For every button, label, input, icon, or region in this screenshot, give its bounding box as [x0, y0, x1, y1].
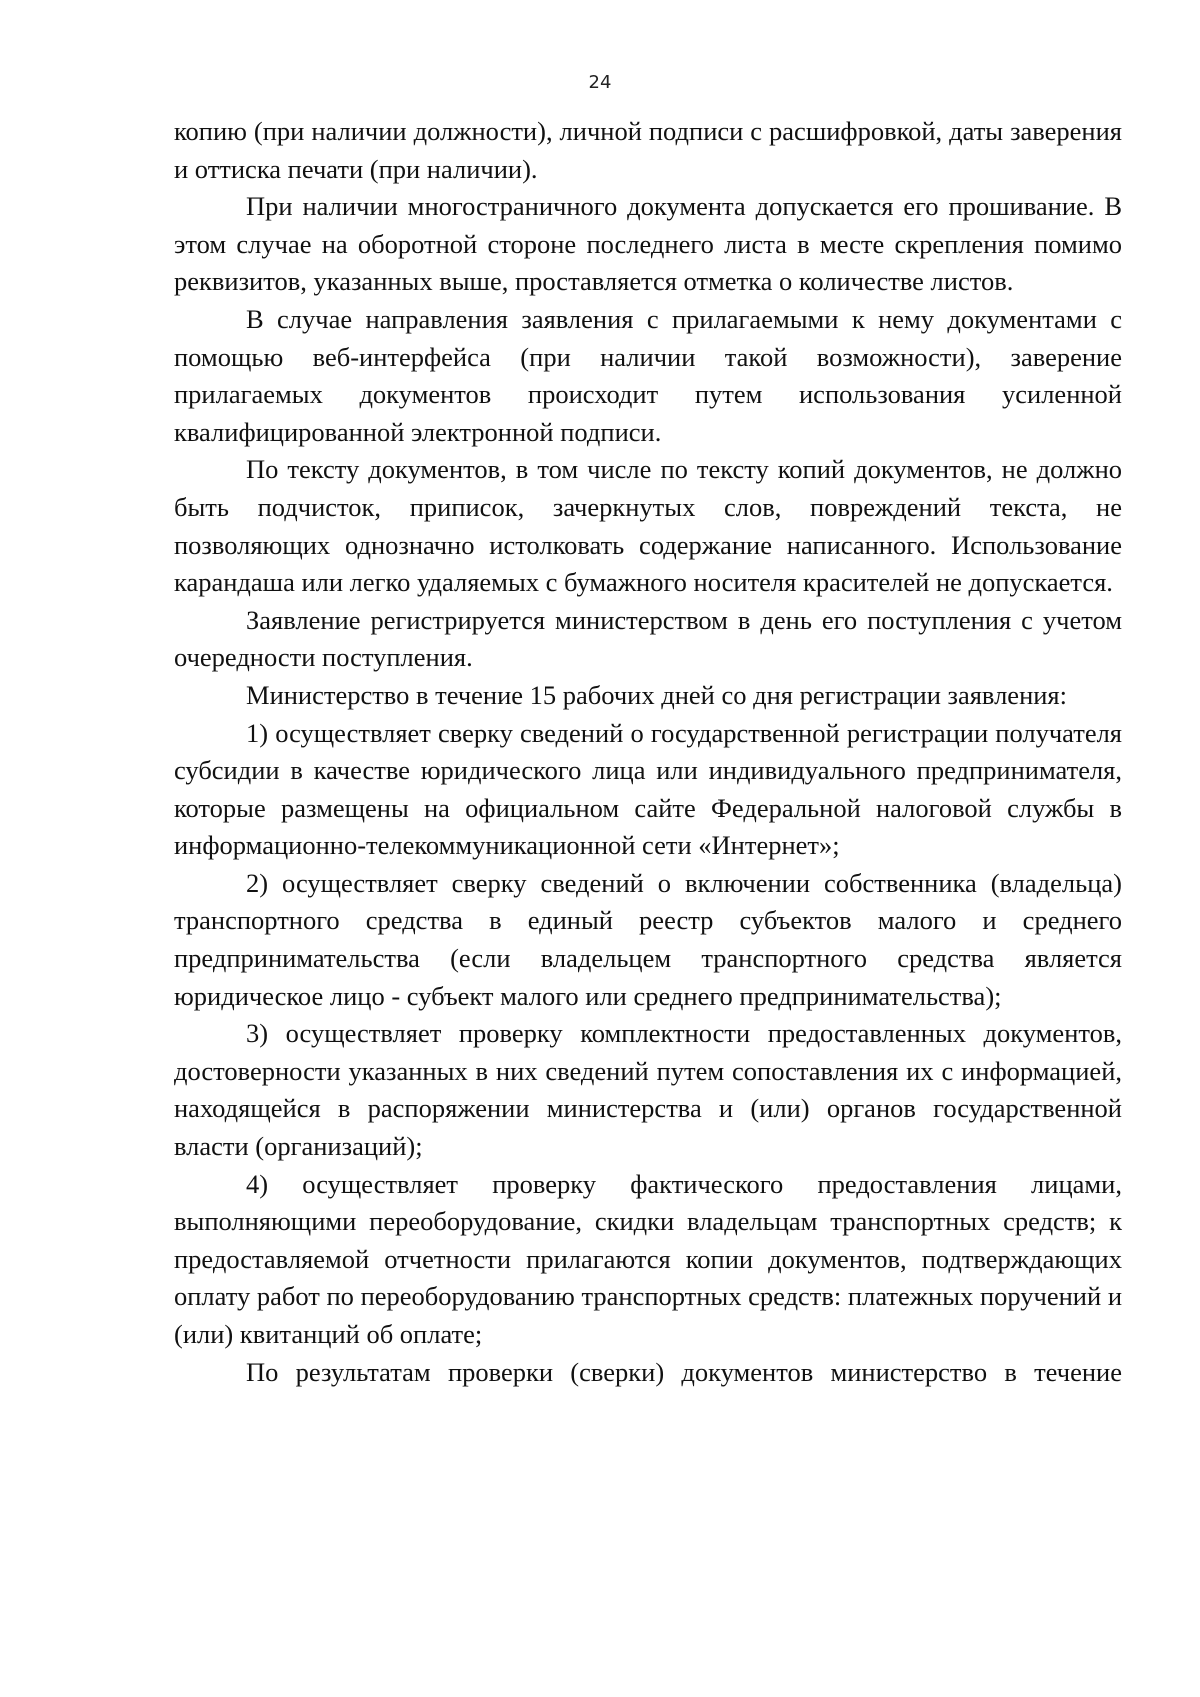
- paragraph-5: Заявление регистрируется министерством в день его поступления с учетом очередности поступления.: [174, 604, 1122, 673]
- paragraph-8: 2) осуществляет сверку сведений о включении собственника (владельца) транспортного средства в единый реестр субъектов малого и среднего предпринимательства (если владельцем транспортного средства является юридическое лицо - субъект малого или среднего предпринимательства);: [174, 867, 1122, 1011]
- paragraph-10: 4) осуществляет проверку фактического предоставления лицами, выполняющими переоборудование, скидки владельцам транспортных средств; к предоставляемой отчетности прилагаются копии документов, подтверждающих оплату работ по переоборудованию транспортных средств: платежных поручений и (или) квитанций об оплате;: [174, 1168, 1122, 1349]
- paragraph-4: По тексту документов, в том числе по тексту копий документов, не должно быть подчисток, приписок, зачеркнутых слов, повреждений текста, не позволяющих однозначно истолковать содержание написанного. Использование карандаша или легко удаляемых с бумажного носителя красителей не допускается.: [174, 454, 1122, 598]
- document-body: [174, 113, 1122, 1391]
- paragraph-11: По результатам проверки (сверки) документов министерство в течение: [246, 1356, 1122, 1387]
- paragraph-9: 3) осуществляет проверку комплектности предоставленных документов, достоверности указанных в них сведений путем сопоставления их с информацией, находящейся в распоряжении министерства и (или) органов государственной власти (организаций);: [174, 1018, 1122, 1162]
- paragraph-1: копию (при наличии должности), личной подписи с расшифровкой, даты заверения и оттиска печати (при наличии).: [174, 116, 1122, 184]
- paragraph-6: Министерство в течение 15 рабочих дней со дня регистрации заявления:: [246, 679, 1067, 710]
- page-number: 24: [588, 72, 612, 93]
- paragraph-7: 1) осуществляет сверку сведений о государственной регистрации получателя субсидии в качестве юридического лица или индивидуального предпринимателя, которые размещены на официальном сайте Федеральной налоговой службы в информационно-телекоммуникационной сети «Интернет»;: [174, 717, 1122, 861]
- paragraph-2: При наличии многостраничного документа допускается его прошивание. В этом случае на оборотной стороне последнего листа в месте скрепления помимо реквизитов, указанных выше, проставляется отметка о количестве листов.: [174, 191, 1122, 297]
- paragraph-3: В случае направления заявления с прилагаемыми к нему документами с помощью веб-интерфейса (при наличии такой возможности), заверение прилагаемых документов происходит путем использования усиленной квалифицированной электронной подписи.: [174, 303, 1122, 447]
